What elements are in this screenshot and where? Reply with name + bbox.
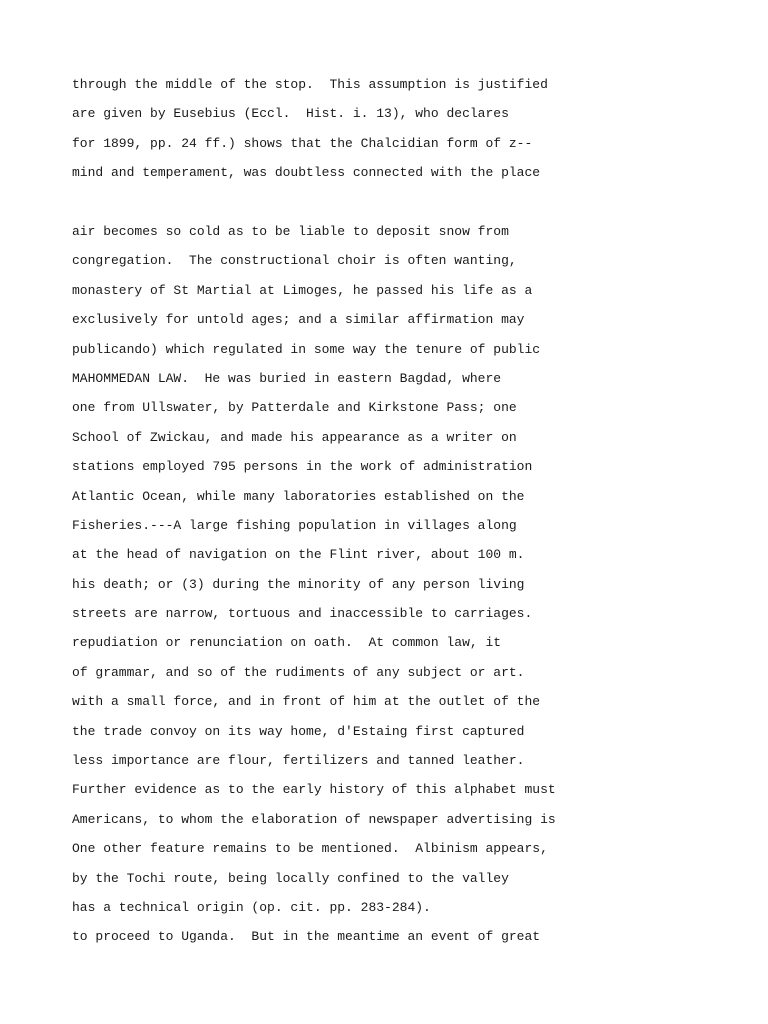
text-line: for 1899, pp. 24 ff.) shows that the Chalcidian form of z-- [72,135,533,151]
text-line: repudiation or renunciation on oath. At common law, it [72,635,502,651]
text-line: the trade convoy on its way home, d'Estaing first captured [72,723,525,739]
text-line: air becomes so cold as to be liable to deposit snow from [72,224,509,239]
paragraph-1 [72,70,548,188]
text-line: Atlantic Ocean, while many laboratories established on the [72,488,525,504]
text-line: to proceed to Uganda. But in the meantime an event of great [72,929,541,945]
text-line: stations employed 795 persons in the work of administration [72,459,533,475]
text-line: Fisheries.---A large fishing population in villages along [72,517,517,533]
text-line: School of Zwickau, and made his appearance as a writer on [72,429,517,445]
text-line: his death; or (3) during the minority of any person living [72,576,525,592]
text-line: mind and temperament, was doubtless connected with the place [72,165,541,181]
text-line: of grammar, and so of the rudiments of any subject or art. [72,664,525,680]
paragraph-2 [72,217,556,952]
text-line: One other feature remains to be mentioned. Albinism appears, [72,841,548,857]
text-line: monastery of St Martial at Limoges, he passed his life as a [72,282,533,298]
text-line: Further evidence as to the early history of this alphabet must [72,782,556,798]
text-line: at the head of navigation on the Flint river, about 100 m. [72,547,525,563]
text-line: one from Ullswater, by Patterdale and Kirkstone Pass; one [72,400,517,416]
text-line: through the middle of the stop. This assumption is justified [72,77,548,92]
text-line: congregation. The constructional choir is often wanting, [72,253,517,269]
text-line: less importance are flour, fertilizers and tanned leather. [72,753,525,769]
text-line: publicando) which regulated in some way the tenure of public [72,341,541,357]
text-line: by the Tochi route, being locally confined to the valley [72,870,509,886]
text-line: are given by Eusebius (Eccl. Hist. i. 13), who declares [72,106,509,122]
text-line: with a small force, and in front of him at the outlet of the [72,694,541,710]
text-line: exclusively for untold ages; and a similar affirmation may [72,312,525,328]
text-line: has a technical origin (op. cit. pp. 283-284). [72,899,431,915]
text-line: Americans, to whom the elaboration of newspaper advertising is [72,811,556,827]
text-line: streets are narrow, tortuous and inaccessible to carriages. [72,606,533,622]
text-line: MAHOMMEDAN LAW. He was buried in eastern Bagdad, where [72,370,502,386]
